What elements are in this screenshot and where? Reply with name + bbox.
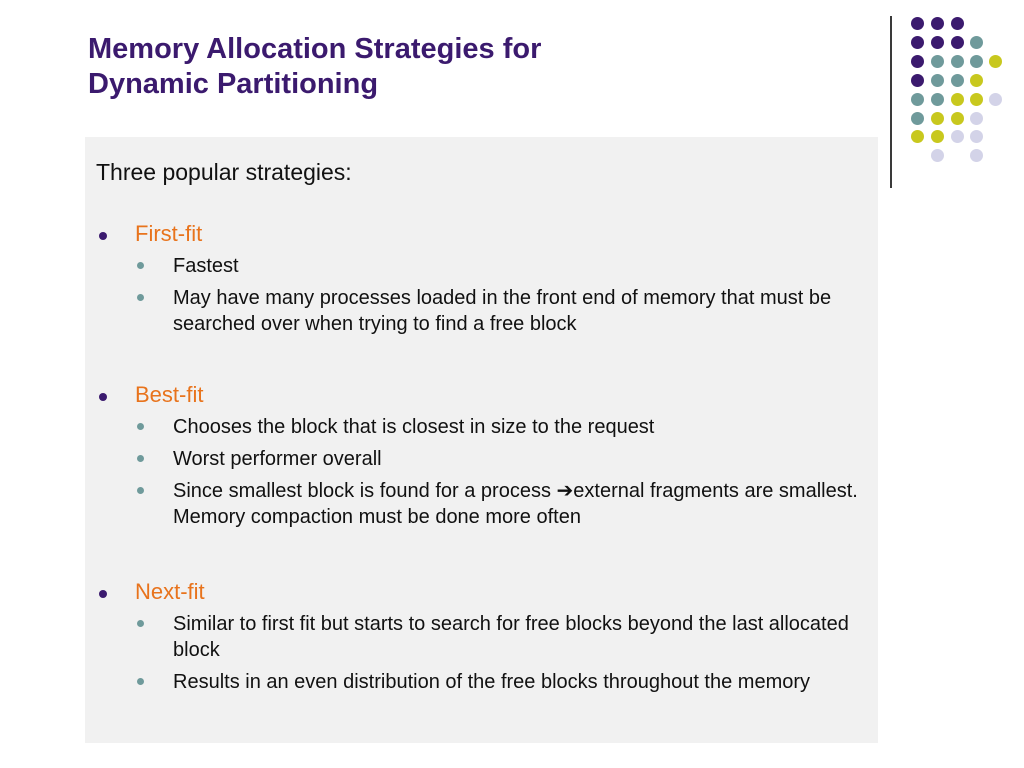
section-items	[85, 414, 878, 536]
decor-dot	[931, 74, 944, 87]
list-item-text: Fastest	[173, 255, 239, 277]
decor-dot	[951, 55, 964, 68]
slide-title-line1: Memory Allocation Strategies for	[88, 33, 542, 65]
decor-dot	[931, 130, 944, 143]
list-item	[85, 414, 863, 440]
sub-bullet-dot-icon	[137, 423, 144, 430]
decor-dot	[951, 112, 964, 125]
sub-bullet-dot-icon	[137, 294, 144, 301]
section-title: First-fit	[135, 221, 203, 246]
decor-dot	[911, 93, 924, 106]
slide-title-line2: Dynamic Partitioning	[88, 68, 379, 100]
decor-dot	[951, 17, 964, 30]
decor-dot	[970, 55, 983, 68]
decor-dot	[931, 17, 944, 30]
list-item-text: Chooses the block that is closest in size to the request	[173, 416, 655, 438]
decor-dot	[970, 93, 983, 106]
list-item	[85, 285, 863, 337]
bullet-dot-icon	[99, 232, 107, 240]
list-item	[85, 478, 863, 530]
decor-dot	[911, 74, 924, 87]
decor-dot	[931, 112, 944, 125]
decor-dot	[970, 130, 983, 143]
list-item-text: Similar to first fit but starts to search for free blocks beyond the last allocated block	[173, 613, 849, 661]
sub-bullet-dot-icon	[137, 262, 144, 269]
section-title: Best-fit	[135, 382, 204, 407]
list-item-text: Results in an even distribution of the free blocks throughout the memory	[173, 671, 811, 693]
bullet-dot-icon	[99, 590, 107, 598]
decor-dot	[911, 112, 924, 125]
decor-dot	[911, 55, 924, 68]
bullet-dot-icon	[99, 393, 107, 401]
decor-dot	[951, 36, 964, 49]
sub-bullet-dot-icon	[137, 487, 144, 494]
decor-dot	[989, 55, 1002, 68]
section-title: Next-fit	[135, 579, 205, 604]
decor-dot	[931, 149, 944, 162]
decor-dot	[931, 93, 944, 106]
list-item	[85, 446, 863, 472]
list-item	[85, 253, 863, 279]
intro-text: Three popular strategies:	[96, 159, 352, 185]
sub-bullet-dot-icon	[137, 455, 144, 462]
slide-title	[88, 32, 541, 102]
decor-dot	[970, 149, 983, 162]
section-items	[85, 611, 878, 701]
decor-dot	[951, 93, 964, 106]
content-panel	[85, 137, 878, 743]
decor-dot	[911, 17, 924, 30]
section-items	[85, 253, 878, 343]
decor-dot	[951, 74, 964, 87]
list-item	[85, 611, 863, 663]
decor-dot	[911, 36, 924, 49]
vertical-divider	[890, 16, 892, 188]
sub-bullet-dot-icon	[137, 678, 144, 685]
decor-dot	[911, 130, 924, 143]
list-item-text: Worst performer overall	[173, 448, 382, 470]
decor-dot	[931, 36, 944, 49]
decor-dot	[951, 130, 964, 143]
decor-dot	[931, 55, 944, 68]
sub-bullet-dot-icon	[137, 620, 144, 627]
list-item-text: May have many processes loaded in the front end of memory that must be searched over when trying to find a free block	[173, 287, 832, 335]
decor-dot	[989, 93, 1002, 106]
decor-dot	[970, 74, 983, 87]
decor-dot	[970, 112, 983, 125]
decor-dot	[970, 36, 983, 49]
list-item	[85, 669, 863, 695]
list-item-text: Since smallest block is found for a process ➔external fragments are smallest. Memory compaction must be done more often	[173, 480, 858, 528]
